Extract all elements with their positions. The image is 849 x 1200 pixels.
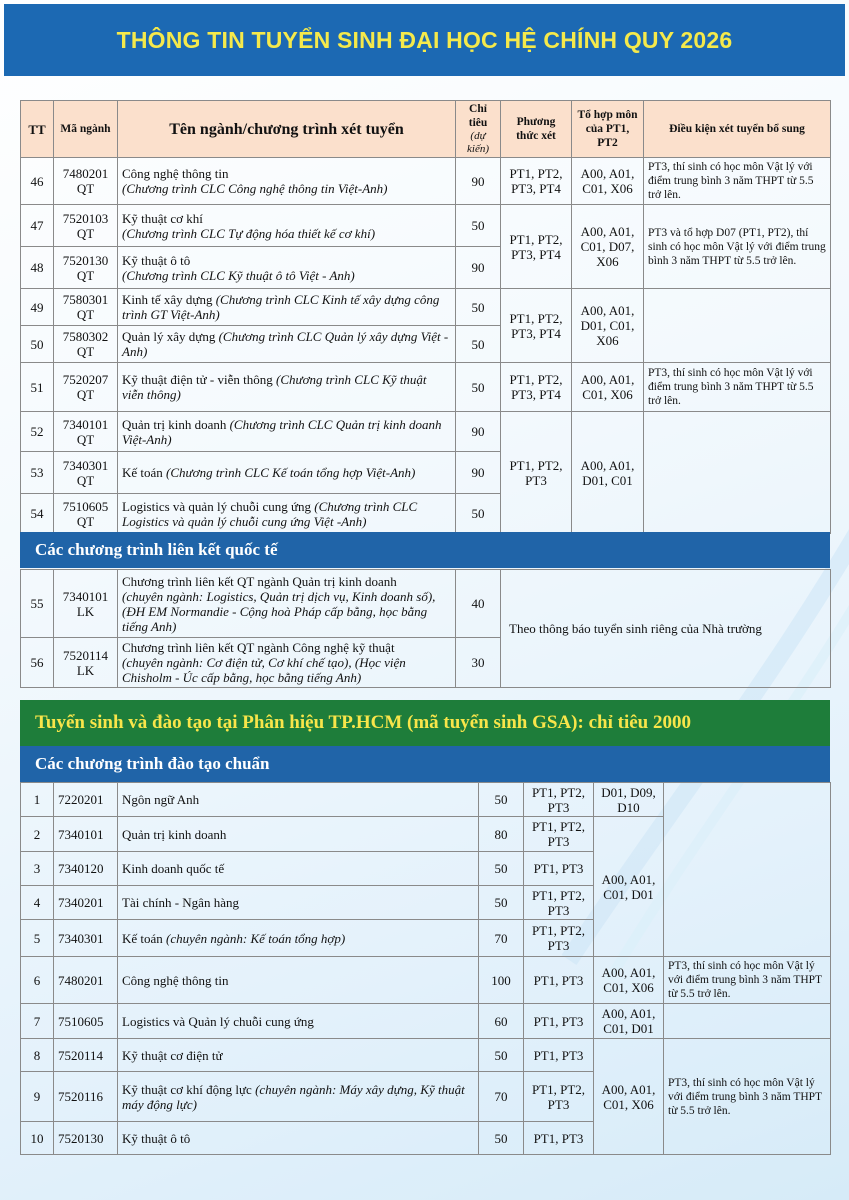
row-tohop: A00, A01, C01, X06 <box>572 363 644 412</box>
row-ma: 7340301 QT <box>54 452 118 494</box>
section-std-header: Các chương trình đào tạo chuẩn <box>20 746 830 782</box>
row-ma: 7520207 QT <box>54 363 118 412</box>
program-name: Quản trị kinh doanh <box>122 416 227 432</box>
row-ma: 7340101 QT <box>54 412 118 452</box>
row-chitieu: 60 <box>479 1004 524 1039</box>
row-ma: 7520130 <box>54 1122 118 1155</box>
row-chitieu: 50 <box>456 205 501 247</box>
row-ma: 7520103 QT <box>54 205 118 247</box>
row-pt: PT1, PT2, PT3, PT4 <box>501 363 572 412</box>
row-tohop: A00, A01, C01, D01 <box>594 817 664 957</box>
row-chitieu: 40 <box>456 570 501 638</box>
row-dieukien: PT3, thí sinh có học môn Vật lý với điểm trung bình 3 năm THPT từ 5.5 trở lên. <box>644 158 831 205</box>
table-row <box>21 363 831 412</box>
row-name: Kỹ thuật cơ điện tử <box>118 1039 479 1072</box>
row-pt: PT1, PT3 <box>524 1039 594 1072</box>
row-chitieu: 90 <box>456 247 501 289</box>
row-pt: PT1, PT2, PT3 <box>501 412 572 534</box>
row-name <box>118 1072 479 1122</box>
col-chitieu <box>456 101 501 158</box>
row-tt: 9 <box>21 1072 54 1122</box>
program-detail: (Chương trình CLC Tự động hóa thiết kế cơ khí) <box>122 225 376 241</box>
program-detail: (Chương trình CLC Logistics và quản lý chuỗi cung ứng Việt -Anh) <box>122 498 418 529</box>
program-name: Chương trình liên kết QT ngành Quản trị kinh doanh <box>122 573 397 589</box>
program-detail: (Chương trình CLC Quản trị kinh doanh Việt-Anh) <box>122 416 442 447</box>
row-tohop: A00, A01, C01, D01 <box>594 1004 664 1039</box>
row-chitieu: 50 <box>479 886 524 920</box>
admissions-table-hcm <box>20 782 831 1155</box>
program-detail: (Chương trình CLC Kỹ thuật ô tô Việt - Anh) <box>122 267 355 283</box>
row-name: Kỹ thuật ô tô <box>118 1122 479 1155</box>
row-pt: PT1, PT2, PT3, PT4 <box>501 205 572 289</box>
row-ma: 7520114 LK <box>54 638 118 688</box>
col-tohop: Tổ hợp môn của PT1, PT2 <box>572 101 644 158</box>
row-dieukien-empty <box>664 783 831 957</box>
row-chitieu: 70 <box>479 1072 524 1122</box>
program-name: Kỹ thuật ô tô <box>122 252 191 268</box>
admissions-table-intl <box>20 569 831 688</box>
row-ma: 7520130 QT <box>54 247 118 289</box>
table-row <box>21 783 831 817</box>
row-ma: 7340101 <box>54 817 118 852</box>
row-name <box>118 326 456 363</box>
row-tohop: A00, A01, C01, X06 <box>594 1039 664 1155</box>
program-name: Logistics và quản lý chuỗi cung ứng <box>122 498 312 514</box>
row-tt: 53 <box>21 452 54 494</box>
row-chitieu: 80 <box>479 817 524 852</box>
row-name <box>118 494 456 534</box>
table-header-row <box>21 101 831 158</box>
row-chitieu: 50 <box>456 363 501 412</box>
row-chitieu: 70 <box>479 920 524 957</box>
row-ma: 7520116 <box>54 1072 118 1122</box>
table-row <box>21 289 831 326</box>
row-name <box>118 158 456 205</box>
row-tt: 47 <box>21 205 54 247</box>
program-detail: (chuyên ngành: Logistics, Quản trị dịch vụ, Kinh doanh số), (ĐH EM Normandie - Cộng hoà Pháp cấp bằng, học bằng tiếng Anh) <box>122 588 436 634</box>
row-tohop: A00, A01, C01, D07, X06 <box>572 205 644 289</box>
row-name: Công nghệ thông tin <box>118 957 479 1004</box>
program-name: Kinh tế xây dựng <box>122 292 213 307</box>
row-ma: 7340120 <box>54 852 118 886</box>
row-tt: 3 <box>21 852 54 886</box>
col-chitieu-label: Chỉ tiêu <box>468 103 488 129</box>
row-dieukien: PT3 và tổ hợp D07 (PT1, PT2), thí sinh có học môn Vật lý với điểm trung bình 3 năm THPT từ 5.5 trở lên. <box>644 205 831 289</box>
row-tohop: A00, A01, C01, X06 <box>572 158 644 205</box>
row-ma: 7480201 QT <box>54 158 118 205</box>
row-tt: 7 <box>21 1004 54 1039</box>
program-detail: (Chương trình CLC Công nghệ thông tin Việt-Anh) <box>122 181 388 196</box>
row-tohop: D01, D09, D10 <box>594 783 664 817</box>
row-pt: PT1, PT2, PT3 <box>524 817 594 852</box>
table-row <box>21 412 831 452</box>
row-name <box>118 205 456 247</box>
row-tohop: A00, A01, C01, X06 <box>594 957 664 1004</box>
title-banner <box>4 4 845 76</box>
row-chitieu: 90 <box>456 158 501 205</box>
col-ma: Mã ngành <box>54 101 118 158</box>
row-tt: 1 <box>21 783 54 817</box>
row-dieukien-empty <box>644 289 831 363</box>
program-detail: (Chương trình CLC Kỹ thuật viễn thông) <box>122 372 427 402</box>
row-tt: 2 <box>21 817 54 852</box>
row-ma: 7340301 <box>54 920 118 957</box>
row-ma: 7340101 LK <box>54 570 118 638</box>
row-ma: 7510605 QT <box>54 494 118 534</box>
row-name <box>118 412 456 452</box>
row-chitieu: 50 <box>456 494 501 534</box>
row-name: Ngôn ngữ Anh <box>118 783 479 817</box>
table-row <box>21 570 831 638</box>
page-title: THÔNG TIN TUYỂN SINH ĐẠI HỌC HỆ CHÍNH QUY 2026 <box>116 26 733 53</box>
row-dieukien-empty <box>644 412 831 534</box>
row-chitieu: 50 <box>479 1039 524 1072</box>
row-chitieu: 50 <box>479 1122 524 1155</box>
row-tohop: A00, A01, D01, C01, X06 <box>572 289 644 363</box>
row-name <box>118 920 479 957</box>
row-name <box>118 638 456 688</box>
row-name: Quản trị kinh doanh <box>118 817 479 852</box>
program-detail: (Chương trình CLC Quản lý xây dựng Việt - Anh) <box>122 329 449 359</box>
program-detail: (Chương trình CLC Kinh tế xây dựng công trình GT Việt-Anh) <box>122 292 440 322</box>
row-chitieu: 90 <box>456 412 501 452</box>
row-pt: PT1, PT2, PT3 <box>524 920 594 957</box>
program-detail: (Chương trình CLC Kế toán tổng hợp Việt-Anh) <box>166 465 416 480</box>
program-detail: (chuyên ngành: Kế toán tổng hợp) <box>166 930 346 946</box>
row-dieukien-empty <box>664 1004 831 1039</box>
row-ma: 7520114 <box>54 1039 118 1072</box>
row-ma: 7340201 <box>54 886 118 920</box>
row-name: Logistics và Quản lý chuỗi cung ứng <box>118 1004 479 1039</box>
table-row <box>21 158 831 205</box>
program-detail: (chuyên ngành: Máy xây dựng, Kỹ thuật máy động lực) <box>122 1081 465 1112</box>
admissions-table-clc <box>20 100 831 534</box>
row-ma: 7580301 QT <box>54 289 118 326</box>
row-chitieu: 50 <box>456 289 501 326</box>
intl-note: Theo thông báo tuyển sinh riêng của Nhà trường <box>501 570 831 688</box>
row-chitieu: 50 <box>456 326 501 363</box>
row-ma: 7480201 <box>54 957 118 1004</box>
program-name: Quản lý xây dựng <box>122 329 216 344</box>
row-tt: 56 <box>21 638 54 688</box>
row-tt: 46 <box>21 158 54 205</box>
row-chitieu: 90 <box>456 452 501 494</box>
row-tt: 4 <box>21 886 54 920</box>
campus-hcm-header: Tuyển sinh và đào tạo tại Phân hiệu TP.HCM (mã tuyển sinh GSA): chỉ tiêu 2000 <box>20 700 830 746</box>
col-ten: Tên ngành/chương trình xét tuyển <box>118 101 456 158</box>
row-pt: PT1, PT3 <box>524 852 594 886</box>
row-name <box>118 570 456 638</box>
program-name: Kỹ thuật điện tử - viễn thông <box>122 372 273 387</box>
row-pt: PT1, PT2, PT3, PT4 <box>501 289 572 363</box>
col-phuongthuc: Phương thức xét <box>501 101 572 158</box>
row-tt: 52 <box>21 412 54 452</box>
col-tt: TT <box>21 101 54 158</box>
table-row <box>21 957 831 1004</box>
row-dieukien: PT3, thí sinh có học môn Vật lý với điểm trung bình 3 năm THPT từ 5.5 trở lên. <box>644 363 831 412</box>
row-ma: 7510605 <box>54 1004 118 1039</box>
program-name: Kỹ thuật cơ khí <box>122 210 203 226</box>
row-name: Kinh doanh quốc tế <box>118 852 479 886</box>
row-chitieu: 30 <box>456 638 501 688</box>
table-row <box>21 1004 831 1039</box>
table-row <box>21 1039 831 1072</box>
row-tt: 10 <box>21 1122 54 1155</box>
row-tt: 55 <box>21 570 54 638</box>
row-tt: 54 <box>21 494 54 534</box>
program-name: Chương trình liên kết QT ngành Công nghệ kỹ thuật <box>122 640 395 655</box>
row-name <box>118 363 456 412</box>
row-pt: PT1, PT3 <box>524 1004 594 1039</box>
row-name: Tài chính - Ngân hàng <box>118 886 479 920</box>
row-tt: 8 <box>21 1039 54 1072</box>
row-pt: PT1, PT2, PT3 <box>524 783 594 817</box>
program-detail: (chuyên ngành: Cơ điện tử, Cơ khí chế tạo), (Học viện Chisholm - Úc cấp bằng, học bằng tiếng Anh) <box>122 655 406 685</box>
row-pt: PT1, PT2, PT3 <box>524 1072 594 1122</box>
row-tohop: A00, A01, D01, C01 <box>572 412 644 534</box>
row-ma: 7580302 QT <box>54 326 118 363</box>
col-chitieu-note: (dự kiến) <box>467 130 489 155</box>
row-dieukien: PT3, thí sinh có học môn Vật lý với điểm trung bình 3 năm THPT từ 5.5 trở lên. <box>664 957 831 1004</box>
row-chitieu: 50 <box>479 852 524 886</box>
row-pt: PT1, PT3 <box>524 1122 594 1155</box>
row-name <box>118 452 456 494</box>
row-tt: 51 <box>21 363 54 412</box>
row-dieukien: PT3, thí sinh có học môn Vật lý với điểm trung bình 3 năm THPT từ 5.5 trở lên. <box>664 1039 831 1155</box>
row-tt: 49 <box>21 289 54 326</box>
row-tt: 5 <box>21 920 54 957</box>
row-tt: 50 <box>21 326 54 363</box>
row-name <box>118 247 456 289</box>
col-dieukien: Điều kiện xét tuyển bổ sung <box>644 101 831 158</box>
row-tt: 48 <box>21 247 54 289</box>
program-name: Kỹ thuật cơ khí động lực <box>122 1081 252 1097</box>
table-row <box>21 205 831 247</box>
row-tt: 6 <box>21 957 54 1004</box>
program-name: Kế toán <box>122 465 163 480</box>
section-intl-header: Các chương trình liên kết quốc tế <box>20 532 830 568</box>
row-chitieu: 100 <box>479 957 524 1004</box>
program-name: Công nghệ thông tin <box>122 166 229 181</box>
row-pt: PT1, PT2, PT3, PT4 <box>501 158 572 205</box>
row-chitieu: 50 <box>479 783 524 817</box>
program-name: Kế toán <box>122 930 163 946</box>
row-pt: PT1, PT3 <box>524 957 594 1004</box>
row-ma: 7220201 <box>54 783 118 817</box>
row-pt: PT1, PT2, PT3 <box>524 886 594 920</box>
row-name <box>118 289 456 326</box>
